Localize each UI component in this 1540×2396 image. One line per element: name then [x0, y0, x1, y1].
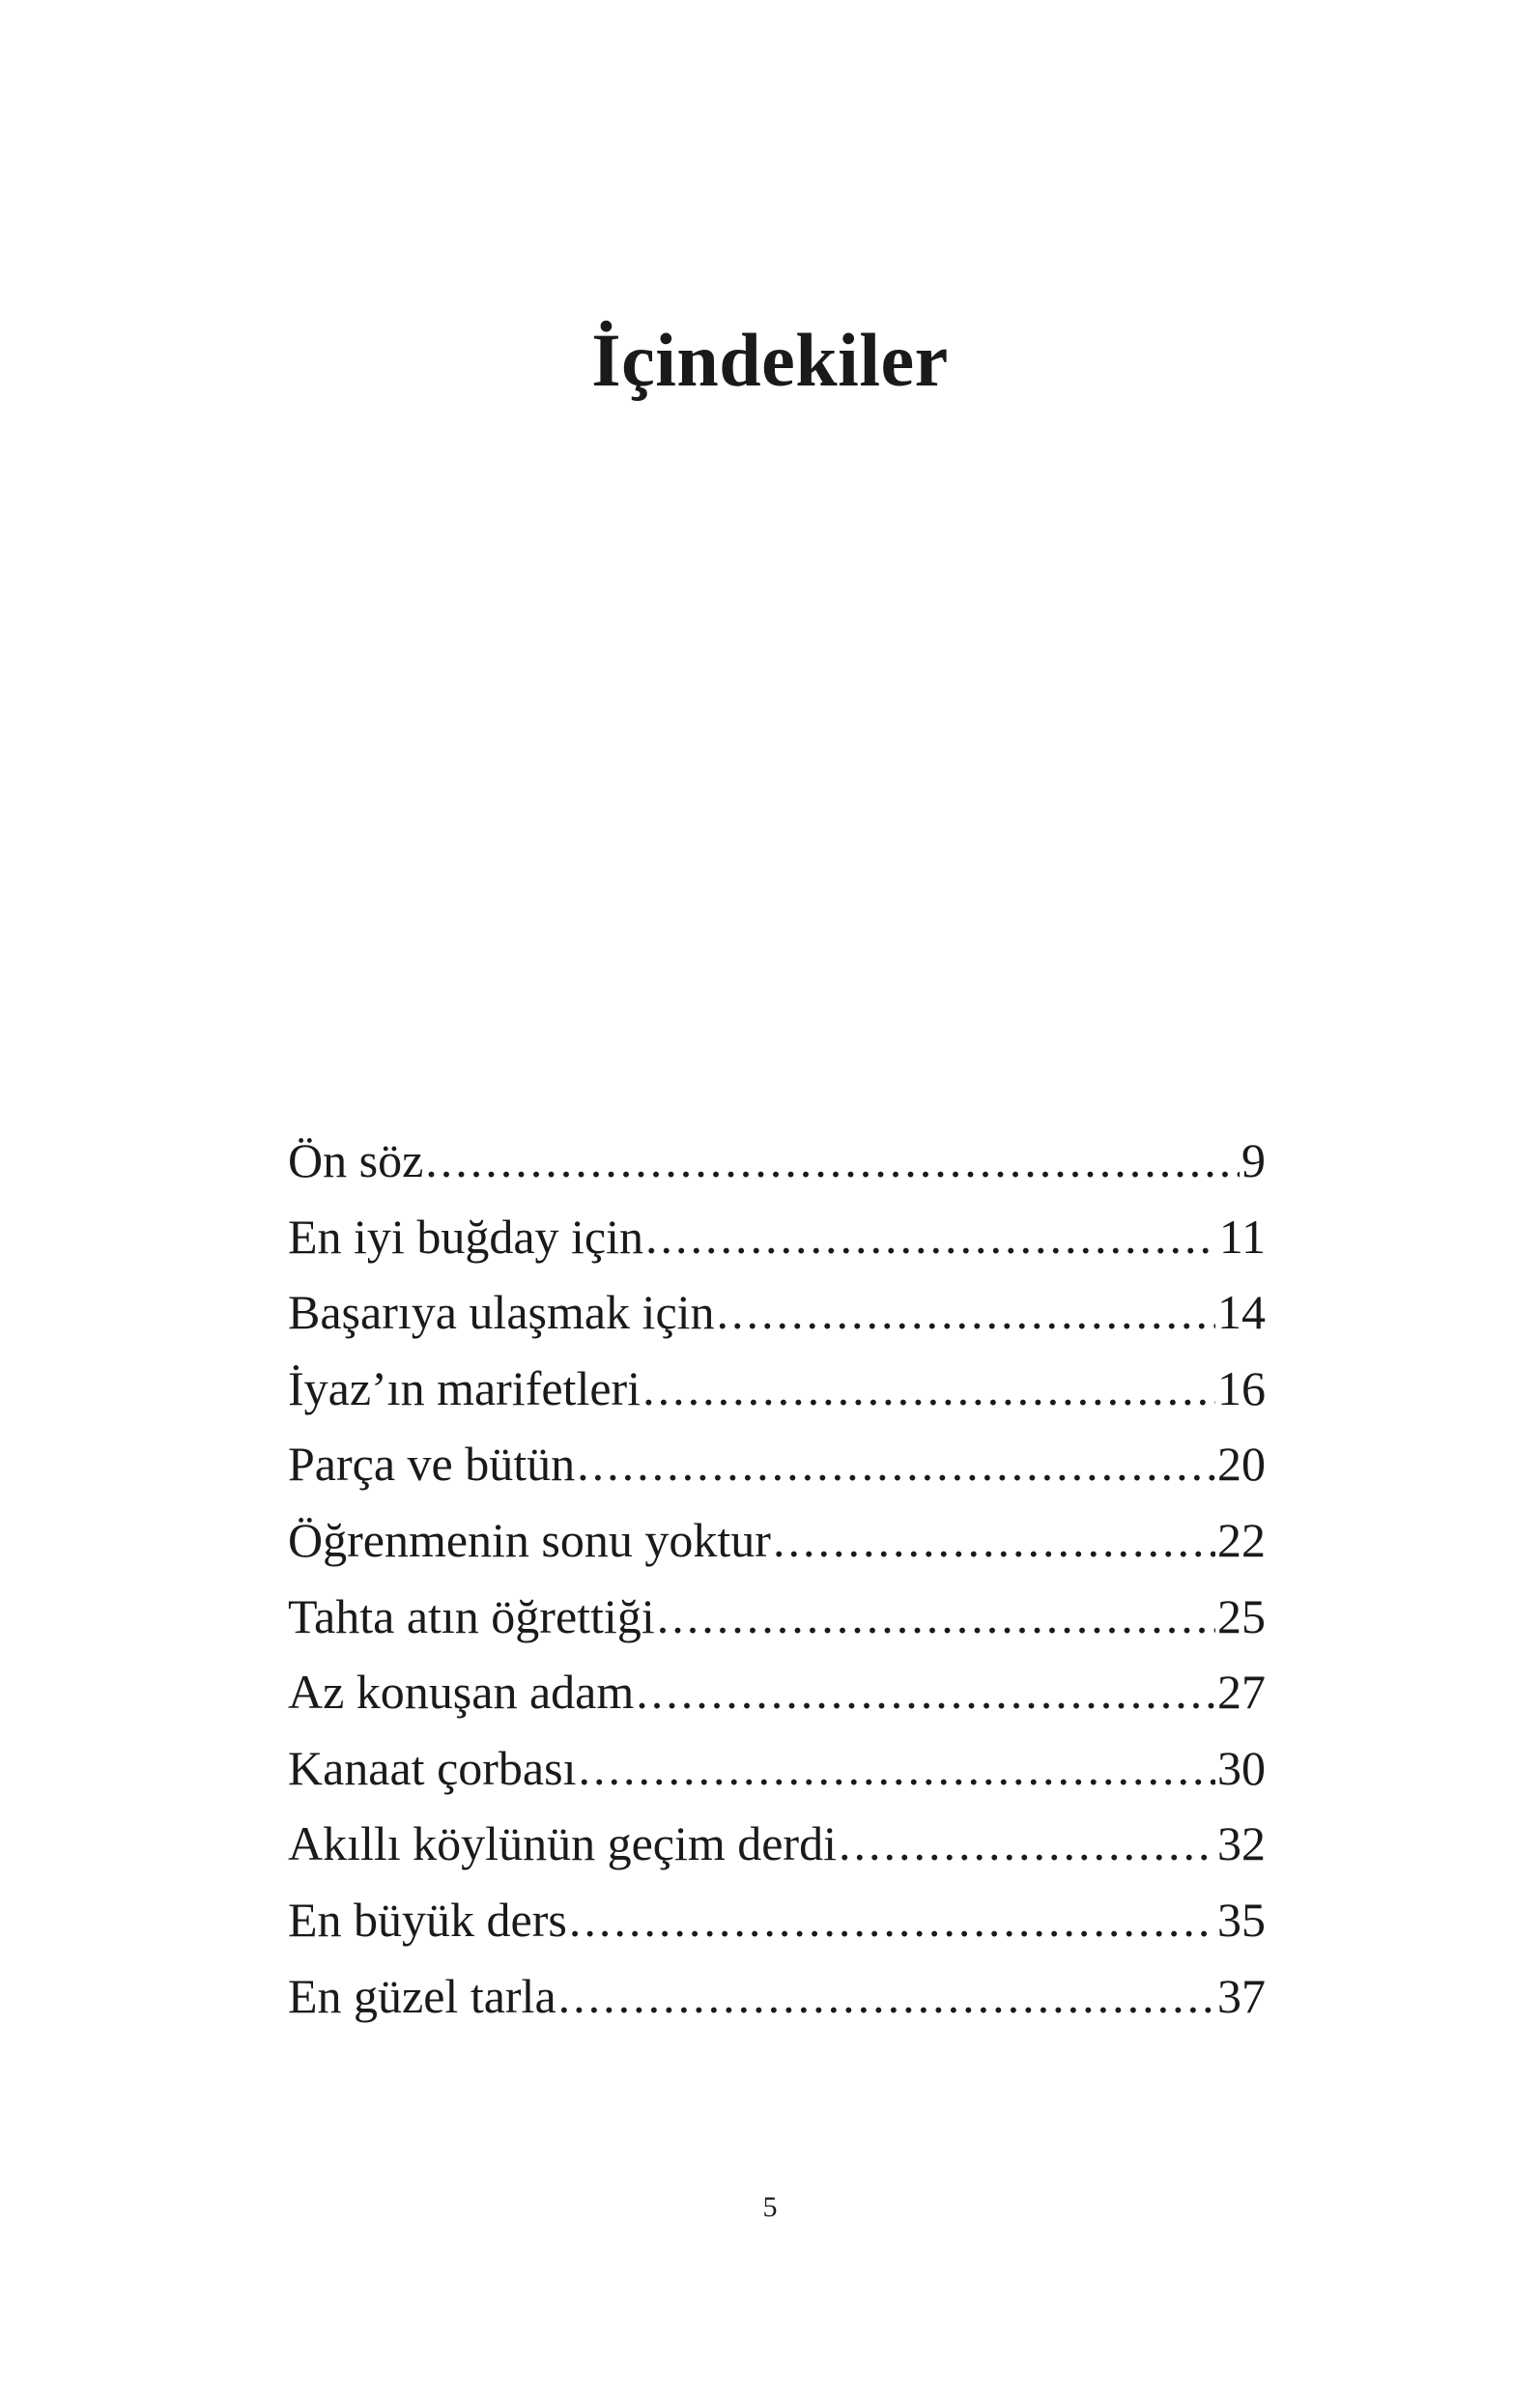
- toc-leader-dots: [839, 1806, 1215, 1882]
- toc-entry-basariya-ulasmak-icin[interactable]: [288, 1274, 1266, 1351]
- toc-leader-dots: [645, 1199, 1217, 1275]
- toc-entry-on-soz[interactable]: [288, 1123, 1266, 1199]
- toc-entry-page: 27: [1217, 1665, 1266, 1720]
- toc-leader-dots: [773, 1502, 1215, 1579]
- toc-entry-label: Az konuşan adam: [288, 1665, 635, 1720]
- toc-leader-dots: [558, 1958, 1215, 2035]
- toc-entry-label: En büyük ders: [288, 1892, 567, 1947]
- toc-entry-page: 22: [1217, 1512, 1266, 1567]
- table-of-contents: [288, 1123, 1266, 2034]
- toc-entry-page: 35: [1217, 1892, 1266, 1947]
- toc-entry-page: 25: [1217, 1588, 1266, 1643]
- toc-entry-page: 30: [1217, 1740, 1266, 1795]
- toc-entry-ogrenmenin-sonu-yoktur[interactable]: [288, 1502, 1266, 1579]
- toc-leader-dots: [577, 1426, 1215, 1502]
- toc-entry-label: Başarıya ulaşmak için: [288, 1285, 715, 1340]
- page-title: İçindekiler: [591, 318, 949, 403]
- toc-entry-label: Tahta atın öğrettiği: [288, 1588, 655, 1643]
- toc-entry-page: 14: [1217, 1285, 1266, 1340]
- toc-entry-en-iyi-bugday-icin[interactable]: [288, 1199, 1266, 1275]
- toc-entry-label: Öğrenmenin sonu yoktur: [288, 1512, 771, 1567]
- page-number: 5: [762, 2191, 778, 2223]
- toc-entry-page: 32: [1217, 1816, 1266, 1871]
- toc-entry-iyazin-marifetleri[interactable]: [288, 1351, 1266, 1427]
- toc-entry-label: İyaz’ın marifetleri: [288, 1360, 642, 1415]
- toc-entry-tahta-atin-ogrettigi[interactable]: [288, 1579, 1266, 1655]
- toc-entry-page: 20: [1217, 1437, 1266, 1492]
- toc-leader-dots: [717, 1274, 1215, 1351]
- toc-entry-akilli-koylunun-gecim-derdi[interactable]: [288, 1806, 1266, 1882]
- toc-entry-page: 9: [1241, 1133, 1266, 1187]
- toc-entry-en-guzel-tarla[interactable]: [288, 1958, 1266, 2035]
- toc-entry-kanaat-corbasi[interactable]: [288, 1730, 1266, 1807]
- toc-leader-dots: [578, 1730, 1215, 1807]
- toc-entry-en-buyuk-ders[interactable]: [288, 1882, 1266, 1958]
- toc-entry-label: Akıllı köylünün geçim derdi: [288, 1816, 837, 1871]
- toc-leader-dots: [642, 1351, 1215, 1427]
- toc-leader-dots: [636, 1654, 1215, 1730]
- toc-entry-page: 11: [1218, 1209, 1266, 1264]
- toc-entry-label: Parça ve bütün: [288, 1437, 576, 1492]
- toc-leader-dots: [657, 1579, 1215, 1655]
- toc-entry-label: En güzel tarla: [288, 1968, 556, 2023]
- toc-entry-az-konusan-adam[interactable]: [288, 1654, 1266, 1730]
- toc-leader-dots: [425, 1123, 1240, 1199]
- toc-entry-label: Kanaat çorbası: [288, 1740, 577, 1795]
- toc-entry-label: Ön söz: [288, 1133, 424, 1187]
- toc-entry-label: En iyi buğday için: [288, 1209, 643, 1264]
- toc-entry-parca-ve-butun[interactable]: [288, 1426, 1266, 1502]
- toc-entry-page: 37: [1217, 1968, 1266, 2023]
- toc-leader-dots: [569, 1882, 1215, 1958]
- toc-entry-page: 16: [1217, 1360, 1266, 1415]
